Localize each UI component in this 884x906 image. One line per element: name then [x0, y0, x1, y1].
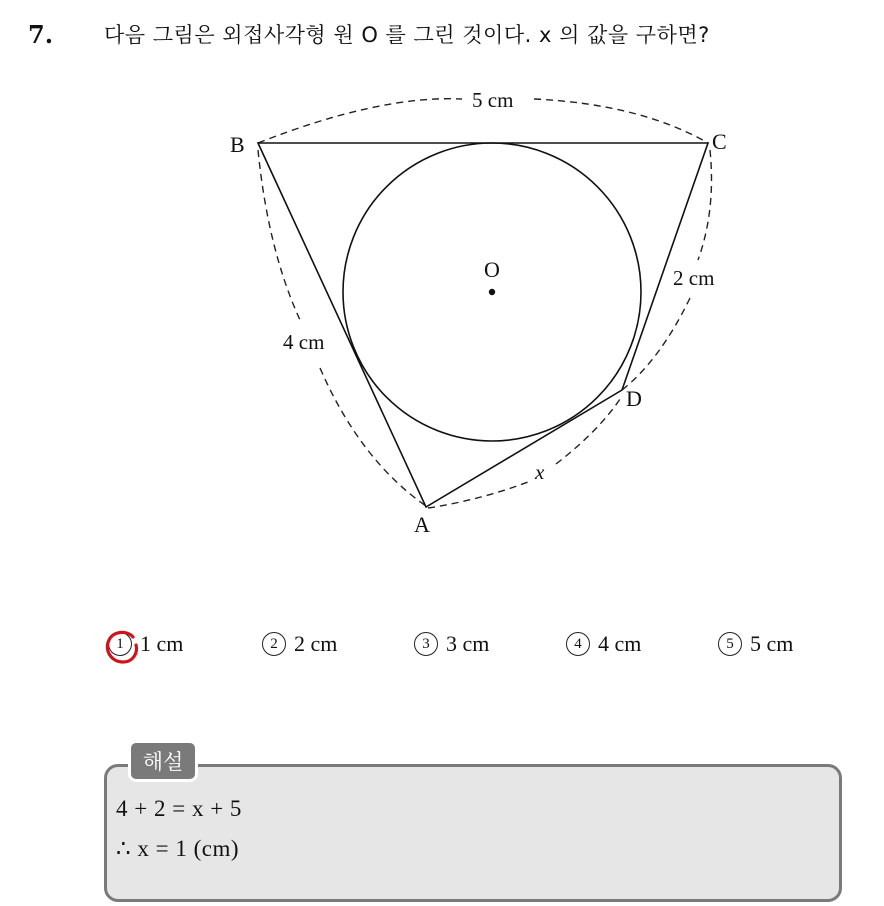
answer-choices	[0, 620, 884, 666]
top-length-arc	[258, 99, 462, 143]
label-a: A	[414, 512, 430, 537]
label-c: C	[712, 129, 727, 154]
selected-mark-icon	[103, 628, 141, 666]
choice-number: 2	[262, 632, 286, 656]
solution-tag: 해설	[128, 740, 198, 782]
left-length-arc-lower	[320, 368, 426, 506]
choice-2[interactable]	[262, 626, 337, 662]
choice-4[interactable]	[566, 626, 641, 662]
choice-text: 3 cm	[446, 631, 490, 656]
left-length-arc-upper	[258, 150, 300, 320]
label-o: O	[484, 257, 500, 282]
label-bottom-length: x	[535, 460, 545, 484]
center-point-o	[489, 289, 495, 295]
solution-equation: 4 + 2 = x + 5	[116, 796, 242, 821]
choice-text: 5 cm	[750, 631, 794, 656]
choice-text: 1 cm	[140, 631, 184, 656]
choice-number: 4	[566, 632, 590, 656]
label-right-length: 2 cm	[673, 266, 715, 290]
label-top-length: 5 cm	[472, 88, 514, 112]
bottom-length-arc-left	[428, 482, 528, 508]
question-number: 7.	[28, 19, 54, 49]
bottom-length-arc-right	[556, 396, 622, 464]
solution-result: ∴ x = 1 (cm)	[116, 836, 240, 861]
choice-3[interactable]	[414, 626, 489, 662]
label-left-length: 4 cm	[283, 330, 325, 354]
quadrilateral-abcd	[258, 143, 708, 507]
top-length-arc-right	[534, 99, 708, 143]
label-b: B	[230, 132, 245, 157]
question-text: 다음 그림은 외접사각형 원 O 를 그린 것이다. x 의 값을 구하면?	[104, 23, 710, 47]
label-d: D	[626, 386, 642, 411]
choice-number: 3	[414, 632, 438, 656]
choice-1[interactable]	[108, 626, 183, 662]
choice-text: 2 cm	[294, 631, 338, 656]
choice-number: 5	[718, 632, 742, 656]
choice-number: 1	[108, 632, 132, 656]
choice-text: 4 cm	[598, 631, 642, 656]
solution-box	[104, 764, 842, 902]
choice-5[interactable]	[718, 626, 793, 662]
